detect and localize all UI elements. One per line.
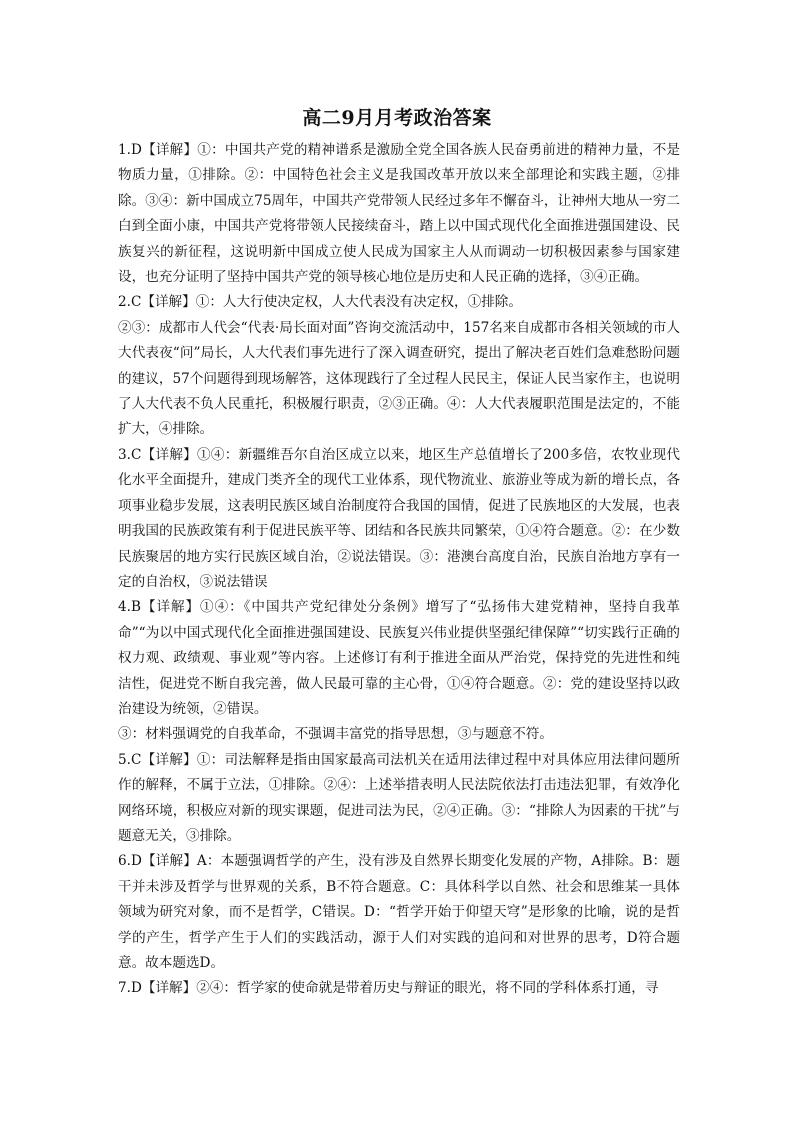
answer-body bbox=[118, 138, 680, 1002]
answer-paragraph-2-cont: ②③：成都市人代会“代表·局长面对面”咨询交流活动中，157名来自成都市各相关领域的市人大代表夜“问”局长，人大代表们事先进行了深入调查研究，提出了解决老百姓们急难愁盼问题的建议，57个问题得到现场解答，这体现践行了全过程人民民主，保证人民当家作主，也说明了人大代表不负人民重托，积极履行职责，②③正确。④：人大代表履职范围是法定的，不能扩大，④排除。 bbox=[118, 319, 680, 438]
answer-paragraph-2: 2.C【详解】①：人大行使决定权，人大代表没有决定权，①排除。 bbox=[118, 294, 522, 311]
answer-paragraph-1: 1.D【详解】①：中国共产党的精神谱系是激励全党全国各族人民奋勇前进的精神力量，不是物质力量，①排除。②：中国特色社会主义是我国改革开放以来全部理论和实践主题，②排除。③④：新中国成立75周年，中国共产党带领人民经过多年不懈奋斗，让神州大地从一穷二白到全面小康，中国共产党将带领人民接续奋斗，踏上以中国式现代化全面推进强国建设、民族复兴的新征程，这说明新中国成立使人民成为国家主人从而调动一切积极因素参与国家建设，也充分证明了坚持中国共产党的领导核心地位是历史和人民正确的选择，③④正确。 bbox=[118, 142, 680, 286]
answer-paragraph-6: 6.D【详解】A：本题强调哲学的产生，没有涉及自然界长期变化发展的产物，A排除。B：题干并未涉及哲学与世界观的关系，B不符合题意。C：具体科学以自然、社会和思维某一具体领域为研究对象，而不是哲学，C错误。D：“哲学开始于仰望天穹”是形象的比喻，说的是哲学的产生，哲学产生于人们的实践活动，源于人们对实践的追问和对世界的思考，D符合题意。故本题选D。 bbox=[118, 853, 680, 971]
answer-paragraph-7: 7.D【详解】②④：哲学家的使命就是带着历史与辩证的眼光，将不同的学科体系打通，寻 bbox=[118, 980, 659, 997]
page-title: 高二9月月考政治答案 bbox=[302, 107, 492, 129]
answer-paragraph-4-cont: ③：材料强调党的自我革命，不强调丰富党的指导思想，③与题意不符。 bbox=[118, 726, 553, 743]
answer-paragraph-3: 3.C【详解】①④：新疆维吾尔自治区成立以来，地区生产总值增长了200多倍，农牧业现代化水平全面提升，建成门类齐全的现代工业体系，现代物流业、旅游业等成为新的增长点，各项事业稳步发展，这表明民族区域自治制度符合我国的国情，促进了民族地区的大发展，也表明我国的民族政策有利于促进民族平等、团结和各民族共同繁荣，①④符合题意。②：在少数民族聚居的地方实行民族区域自治，②说法错误。③：港澳台高度自治，民族自治地方享有一定的自治权，③说法错误 bbox=[118, 446, 680, 590]
answer-paragraph-4: 4.B【详解】①④：《中国共产党纪律处分条例》增写了“弘扬伟大建党精神，坚持自我革命”“为以中国式现代化全面推进强国建设、民族复兴伟业提供坚强纪律保障”“切实践行正确的权力观、政绩观、事业观”等内容。上述修订有利于推进全面从严治党，保持党的先进性和纯洁性，促进党不断自我完善，做人民最可靠的主心骨，①④符合题意。②：党的建设坚持以政治建设为统领，②错误。 bbox=[118, 599, 680, 717]
answer-paragraph-5: 5.C【详解】①：司法解释是指由国家最高司法机关在适用法律过程中对具体应用法律问题所作的解释，不属于立法，①排除。②④：上述举措表明人民法院依法打击违法犯罪，有效净化网络环境，积极应对新的现实课题，促进司法为民，②④正确。③：“排除人为因素的干扰”与题意无关，③排除。 bbox=[118, 751, 680, 844]
